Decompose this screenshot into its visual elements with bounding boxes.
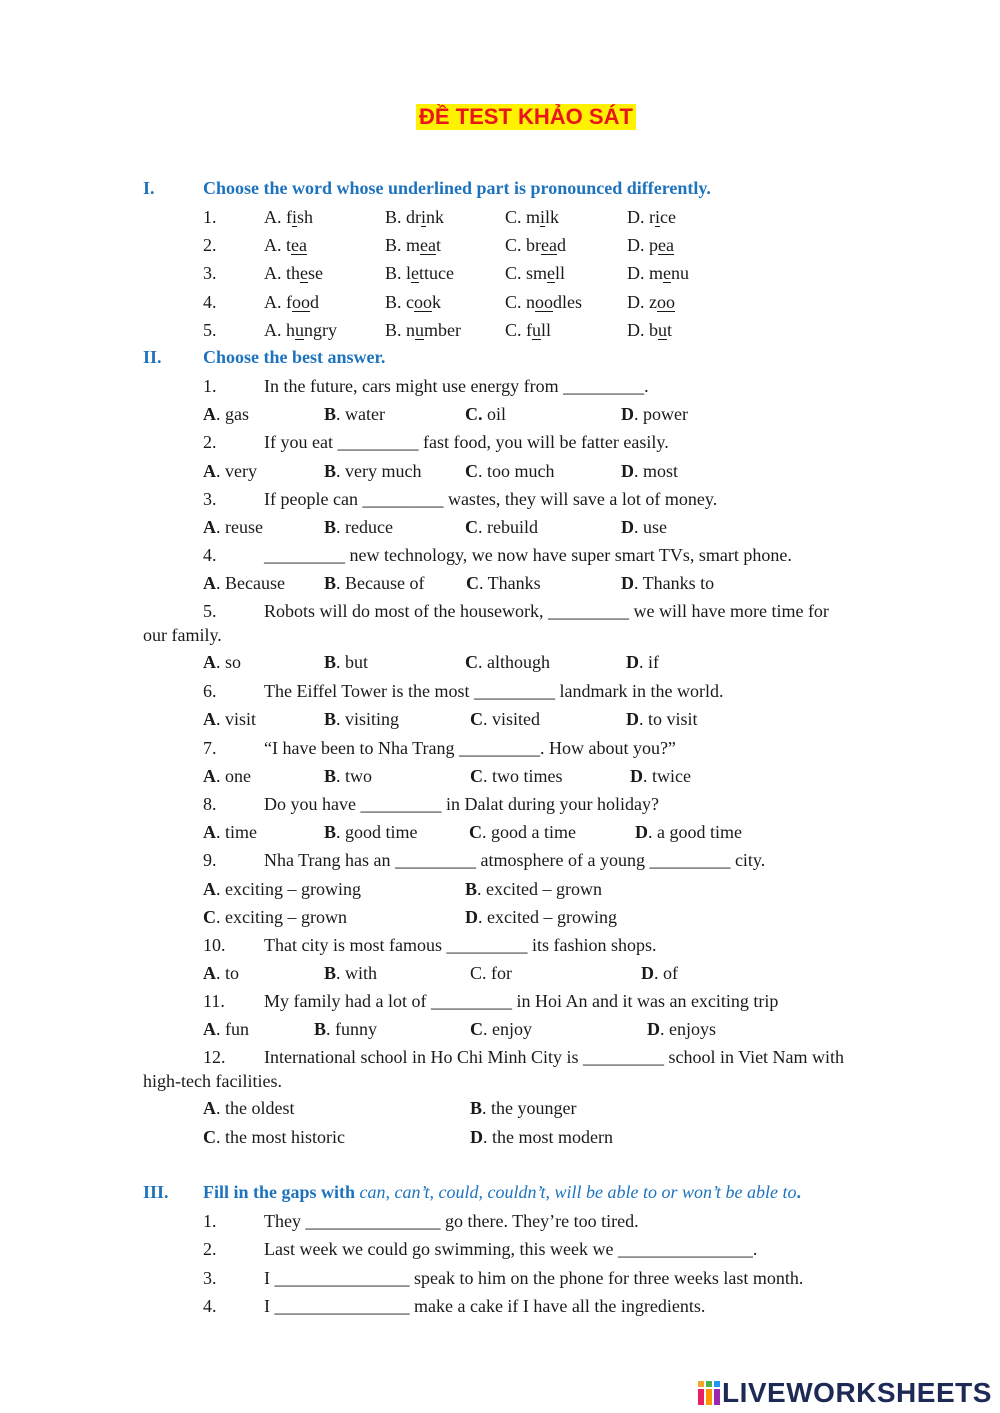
answer-option[interactable] [465, 880, 602, 898]
option-text: . water [336, 404, 385, 424]
option-letter: B [470, 1098, 483, 1118]
option-underlined-part: ea [291, 235, 307, 255]
option-letter: C [470, 709, 483, 729]
option-text-before: D. b [627, 320, 658, 340]
option-letter: A [203, 461, 216, 481]
question-number: 4. [203, 1296, 217, 1316]
option-text: . very much [336, 461, 422, 481]
option-text: . reuse [216, 517, 263, 537]
question-number: 2. [203, 1239, 217, 1259]
question-number: 1. [203, 207, 217, 227]
question-text: Do you have _________ in Dalat during your holiday? [264, 794, 659, 814]
answer-option[interactable] [324, 710, 399, 728]
section-2-heading: Choose the best answer. [203, 347, 386, 367]
option-text: . very [216, 461, 257, 481]
option-underlined-part: u [532, 320, 541, 340]
option-text: . with [336, 963, 378, 983]
answer-option[interactable] [324, 462, 422, 480]
option-text: . enjoy [483, 1019, 532, 1039]
option-text: . a good time [648, 822, 742, 842]
option-text-before: A. f [264, 207, 292, 227]
option-underlined-part: e [411, 263, 420, 283]
option-text: . exciting – grown [216, 907, 347, 927]
option-letter: D [465, 907, 478, 927]
answer-option[interactable] [627, 321, 672, 339]
answer-option[interactable] [505, 208, 559, 226]
option-text-after: nu [671, 263, 689, 283]
question-text-continued: our family. [143, 625, 222, 645]
option-text-before: B. m [385, 235, 421, 255]
option-underlined-part: oo [292, 292, 310, 312]
option-underlined-part: u [295, 320, 304, 340]
option-letter: B [324, 709, 337, 729]
option-letter: B [324, 404, 337, 424]
option-underlined-part: ea [658, 235, 674, 255]
answer-option[interactable] [641, 964, 678, 982]
option-letter: B [324, 822, 337, 842]
answer-option[interactable] [203, 518, 263, 536]
question-number: 8. [203, 794, 217, 814]
option-letter: A [203, 709, 216, 729]
answer-option[interactable] [203, 1099, 295, 1117]
question-number: 1. [203, 1211, 217, 1231]
option-letter: A [203, 573, 216, 593]
answer-option[interactable] [470, 767, 563, 785]
question-number: 5. [203, 601, 217, 621]
option-underlined-part: oo [657, 292, 675, 312]
option-text-after: ll [541, 320, 552, 340]
option-text-before: C. f [505, 320, 532, 340]
answer-option[interactable] [324, 767, 372, 785]
option-text: . to [216, 963, 240, 983]
option-text: . the most modern [483, 1127, 613, 1147]
option-letter: C [465, 461, 478, 481]
answer-option[interactable] [505, 293, 582, 311]
option-underlined-part: ea [420, 235, 436, 255]
option-text: . funny [326, 1019, 378, 1039]
question-number: 11. [203, 991, 225, 1011]
option-text-before: B. c [385, 292, 414, 312]
question-number: 4. [203, 545, 217, 565]
question-number: 4. [203, 292, 217, 312]
option-letter: D [641, 963, 654, 983]
option-text-before: C. br [505, 235, 541, 255]
question-text: That city is most famous _________ its fashion shops. [264, 935, 657, 955]
answer-option[interactable] [385, 264, 454, 282]
option-letter: D [647, 1019, 660, 1039]
answer-option[interactable] [630, 767, 691, 785]
option-text-after: t [436, 235, 442, 255]
option-letter: C [470, 1019, 483, 1039]
option-text: . most [634, 461, 679, 481]
option-letter: D [635, 822, 648, 842]
section-3-number: III. [143, 1182, 169, 1202]
option-text: . to visit [639, 709, 698, 729]
answer-option[interactable] [385, 236, 441, 254]
option-underlined-part: i [421, 207, 427, 227]
answer-option[interactable] [505, 321, 551, 339]
option-text: . if [639, 652, 659, 672]
option-letter: C [466, 573, 479, 593]
answer-option[interactable] [203, 405, 249, 423]
question-text: Robots will do most of the housework, _________ we will have more time for [264, 601, 829, 621]
question-number: 10. [203, 935, 226, 955]
answer-option[interactable] [627, 236, 674, 254]
option-letter: B [314, 1019, 327, 1039]
option-letter: B [324, 963, 337, 983]
option-letter: D [621, 404, 634, 424]
answer-option[interactable] [324, 518, 393, 536]
answer-option[interactable] [647, 1020, 716, 1038]
option-letter: C. [465, 404, 483, 424]
option-text: . too much [478, 461, 555, 481]
option-letter: A [203, 822, 216, 842]
option-letter: A [203, 517, 216, 537]
answer-option[interactable] [505, 264, 565, 282]
answer-option[interactable] [324, 964, 377, 982]
answer-option[interactable] [264, 293, 319, 311]
answer-option[interactable] [627, 264, 689, 282]
answer-option[interactable] [466, 574, 541, 592]
answer-option[interactable] [324, 574, 424, 592]
option-letter: B [324, 573, 337, 593]
section-2-number: II. [143, 347, 162, 367]
option-text: . Thanks [479, 573, 541, 593]
section-3-heading [203, 1183, 801, 1201]
option-underlined-part: i [655, 207, 661, 227]
option-text-after: lk [545, 207, 560, 227]
answer-option[interactable] [264, 264, 323, 282]
question-number: 5. [203, 320, 217, 340]
question-number: 3. [203, 489, 217, 509]
question-text: My family had a lot of _________ in Hoi An and it was an exciting trip [264, 991, 779, 1011]
liveworksheets-logo [698, 1379, 992, 1407]
section-3-heading-options: can, can’t, could, couldn’t, will be able to or won’t be able to [359, 1182, 797, 1202]
option-text: . rebuild [478, 517, 538, 537]
option-text: . but [336, 652, 369, 672]
answer-option[interactable] [626, 653, 659, 671]
option-text-after: sh [297, 207, 314, 227]
option-text: . visited [483, 709, 540, 729]
option-text-before: A. f [264, 292, 292, 312]
question-number: 9. [203, 850, 217, 870]
option-letter: A [203, 766, 216, 786]
gap-fill-sentence[interactable]: Last week we could go swimming, this week we _______________. [264, 1239, 758, 1259]
answer-option[interactable] [203, 1128, 345, 1146]
option-text: oil [482, 404, 507, 424]
option-text: . visiting [336, 709, 400, 729]
option-letter: B [324, 517, 337, 537]
option-letter: C [465, 517, 478, 537]
option-text: . power [634, 404, 688, 424]
answer-option[interactable] [264, 321, 337, 339]
option-letter: D [626, 709, 639, 729]
question-number: 2. [203, 235, 217, 255]
answer-option[interactable] [621, 462, 678, 480]
option-text: . excited – grown [477, 879, 602, 899]
answer-option[interactable] [324, 653, 368, 671]
option-text-after: d [556, 235, 566, 255]
option-underlined-part: e [300, 263, 308, 283]
option-text-before: B. l [385, 263, 412, 283]
answer-option[interactable] [385, 293, 441, 311]
question-number: 12. [203, 1047, 226, 1067]
option-letter: D [470, 1127, 483, 1147]
option-text-before: A. t [264, 235, 291, 255]
answer-option[interactable] [324, 405, 385, 423]
option-text: . exciting – growing [216, 879, 361, 899]
option-text: . of [654, 963, 678, 983]
answer-option[interactable] [627, 208, 676, 226]
answer-option[interactable] [470, 710, 540, 728]
option-underlined-part: oo [414, 292, 432, 312]
option-letter: D [630, 766, 643, 786]
option-text: . fun [216, 1019, 249, 1039]
option-text: . the most historic [216, 1127, 345, 1147]
option-underlined-part: u [658, 320, 667, 340]
answer-option[interactable] [465, 908, 617, 926]
answer-option[interactable] [203, 767, 251, 785]
option-letter: B [324, 652, 337, 672]
option-underlined-part: i [540, 207, 546, 227]
liveworksheets-logo-icon [698, 1381, 720, 1405]
answer-option[interactable] [264, 236, 307, 254]
answer-option[interactable] [465, 518, 538, 536]
option-underlined-part: i [292, 207, 298, 227]
gap-fill-sentence[interactable]: I _______________ make a cake if I have all the ingredients. [264, 1296, 706, 1316]
option-text: . although [478, 652, 550, 672]
question-number: 3. [203, 263, 217, 283]
gap-fill-sentence[interactable]: They _______________ go there. They’re too tired. [264, 1211, 639, 1231]
option-text-before: A. h [264, 320, 295, 340]
answer-option[interactable] [324, 823, 418, 841]
option-letter: C [469, 822, 482, 842]
option-text: . twice [643, 766, 691, 786]
option-text-after: d [310, 292, 319, 312]
liveworksheets-logo-text: LIVEWORKSHEETS [722, 1377, 992, 1408]
answer-option[interactable] [314, 1020, 377, 1038]
option-letter: C [470, 766, 483, 786]
question-text: International school in Ho Chi Minh City is _________ school in Viet Nam with [264, 1047, 845, 1067]
answer-option[interactable] [470, 1099, 577, 1117]
option-text-after: ttuce [419, 263, 454, 283]
option-letter: A [203, 404, 216, 424]
answer-option[interactable] [635, 823, 742, 841]
question-text: In the future, cars might use energy from _________. [264, 376, 649, 396]
question-text: If people can _________ wastes, they will save a lot of money. [264, 489, 718, 509]
option-text-before: C. m [505, 207, 541, 227]
answer-option[interactable] [469, 823, 576, 841]
option-text: C. for [470, 963, 512, 983]
option-letter: C [465, 652, 478, 672]
question-text-continued: high-tech facilities. [143, 1071, 282, 1091]
option-text-after: ce [660, 207, 676, 227]
option-text: . two [336, 766, 373, 786]
answer-option[interactable] [203, 964, 239, 982]
option-text: . visit [216, 709, 257, 729]
answer-option[interactable] [627, 293, 675, 311]
question-number: 3. [203, 1268, 217, 1288]
option-text: . gas [216, 404, 249, 424]
option-text-after: ngry [304, 320, 337, 340]
option-letter: C [203, 1127, 216, 1147]
section-1-heading: Choose the word whose underlined part is pronounced differently. [203, 178, 711, 198]
question-text: If you eat _________ fast food, you will be fatter easily. [264, 432, 669, 452]
section-1-number: I. [143, 178, 155, 198]
option-text: . so [216, 652, 242, 672]
option-text: . one [216, 766, 251, 786]
option-letter: D [626, 652, 639, 672]
option-letter: A [203, 1098, 216, 1118]
answer-option[interactable] [203, 823, 257, 841]
option-text: . use [634, 517, 667, 537]
answer-option[interactable] [203, 574, 285, 592]
option-text: . reduce [336, 517, 393, 537]
answer-option[interactable] [203, 653, 241, 671]
question-number: 7. [203, 738, 217, 758]
option-text: . time [216, 822, 257, 842]
option-text-after: ll [555, 263, 566, 283]
option-text-after: mber [424, 320, 461, 340]
answer-option[interactable] [470, 964, 512, 982]
option-text-after: k [432, 292, 441, 312]
answer-option[interactable] [621, 574, 714, 592]
option-underlined-part: e [547, 263, 556, 283]
option-text-before: D. z [627, 292, 657, 312]
answer-option[interactable] [465, 653, 550, 671]
option-letter: D [621, 461, 634, 481]
option-text-before: B. dr [385, 207, 421, 227]
option-text: . good a time [482, 822, 576, 842]
option-text-before: B. n [385, 320, 416, 340]
gap-fill-sentence[interactable]: I _______________ speak to him on the phone for three weeks last month. [264, 1268, 804, 1288]
answer-option[interactable] [264, 208, 313, 226]
answer-option[interactable] [385, 321, 461, 339]
option-text: . two times [483, 766, 563, 786]
page-title: ĐỀ TEST KHẢO SÁT [416, 104, 636, 130]
option-text: . the younger [482, 1098, 577, 1118]
answer-option[interactable] [470, 1128, 613, 1146]
section-3-heading-lead: Fill in the gaps with [203, 1182, 360, 1202]
option-text: . good time [336, 822, 418, 842]
answer-option[interactable] [465, 405, 506, 423]
answer-option[interactable] [470, 1020, 532, 1038]
question-number: 1. [203, 376, 217, 396]
option-letter: D [621, 573, 634, 593]
option-letter: A [203, 652, 216, 672]
option-text: . excited – growing [478, 907, 617, 927]
answer-option[interactable] [465, 462, 555, 480]
option-text-before: C. sm [505, 263, 548, 283]
question-text: The Eiffel Tower is the most _________ landmark in the world. [264, 681, 724, 701]
option-text-after: se [308, 263, 323, 283]
option-text-before: C. n [505, 292, 536, 312]
option-letter: A [203, 879, 216, 899]
option-letter: D [621, 517, 634, 537]
question-number: 6. [203, 681, 217, 701]
option-underlined-part: u [415, 320, 425, 340]
answer-option[interactable] [621, 518, 667, 536]
question-number: 2. [203, 432, 217, 452]
question-text: _________ new technology, we now have super smart TVs, smart phone. [264, 545, 792, 565]
option-text-after: nk [426, 207, 445, 227]
section-3-heading-end: . [796, 1182, 801, 1202]
option-text-before: A. th [264, 263, 300, 283]
answer-option[interactable] [203, 710, 256, 728]
answer-option[interactable] [203, 462, 257, 480]
option-underlined-part: e [663, 263, 671, 283]
option-letter: A [203, 1019, 216, 1039]
option-text: . Thanks to [634, 573, 715, 593]
option-letter: B [324, 766, 337, 786]
option-text: . enjoys [660, 1019, 716, 1039]
option-text-after: t [667, 320, 673, 340]
answer-option[interactable] [385, 208, 444, 226]
option-text-before: D. r [627, 207, 655, 227]
option-letter: A [203, 963, 216, 983]
option-letter: B [465, 879, 478, 899]
answer-option[interactable] [203, 1020, 249, 1038]
option-text-after: dles [553, 292, 583, 312]
option-letter: C [203, 907, 216, 927]
answer-option[interactable] [203, 908, 347, 926]
option-text-before: D. p [627, 235, 658, 255]
option-underlined-part: ea [541, 235, 557, 255]
answer-option[interactable] [203, 880, 361, 898]
option-text-before: D. m [627, 263, 663, 283]
answer-option[interactable] [505, 236, 566, 254]
answer-option[interactable] [621, 405, 688, 423]
option-underlined-part: oo [535, 292, 554, 312]
option-text: . the oldest [216, 1098, 295, 1118]
answer-option[interactable] [626, 710, 698, 728]
question-text: Nha Trang has an _________ atmosphere of a young _________ city. [264, 850, 766, 870]
option-letter: B [324, 461, 337, 481]
option-text: . Because of [336, 573, 425, 593]
question-text: “I have been to Nha Trang _________. How about you?” [264, 738, 676, 758]
option-text: . Because [216, 573, 285, 593]
